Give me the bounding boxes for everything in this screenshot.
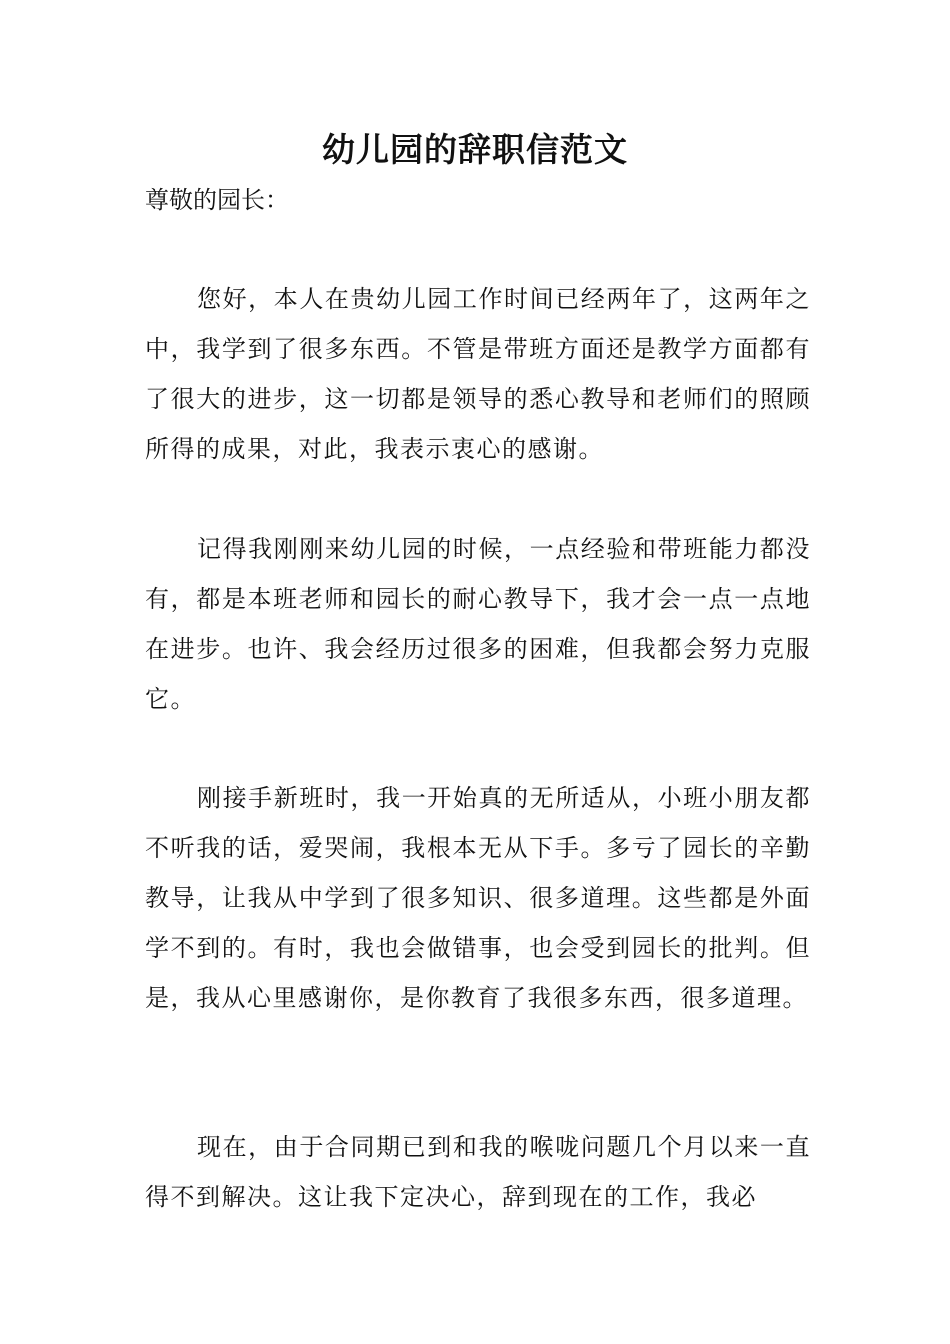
paragraph-3: 刚接手新班时，我一开始真的无所适从，小班小朋友都不听我的话，爱哭闹，我根本无从下手。多亏了园长的辛勤教导，让我从中学到了很多知识、很多道理。这些都是外面学不到的。有时，我也会做错事，也会受到园长的批判。但是，我从心里感谢你，是你教育了我很多东西，很多道理。 [145, 784, 811, 1012]
paragraph-4: 现在，由于合同期已到和我的喉咙问题几个月以来一直得不到解决。这让我下定决心，辞到现在的工作，我必 [145, 1133, 811, 1211]
salutation: 尊敬的园长： [145, 186, 289, 214]
paragraph-1: 您好，本人在贵幼儿园工作时间已经两年了，这两年之中，我学到了很多东西。不管是带班方面还是教学方面都有了很大的进步，这一切都是领导的悉心教导和老师们的照顾所得的成果，对此，我表示衷心的感谢。 [145, 285, 811, 463]
paragraph-2: 记得我刚刚来幼儿园的时候，一点经验和带班能力都没有，都是本班老师和园长的耐心教导下，我才会一点一点地在进步。也许、我会经历过很多的困难，但我都会努力克服它。 [145, 535, 811, 713]
document-title: 幼儿园的辞职信范文 [322, 130, 628, 169]
